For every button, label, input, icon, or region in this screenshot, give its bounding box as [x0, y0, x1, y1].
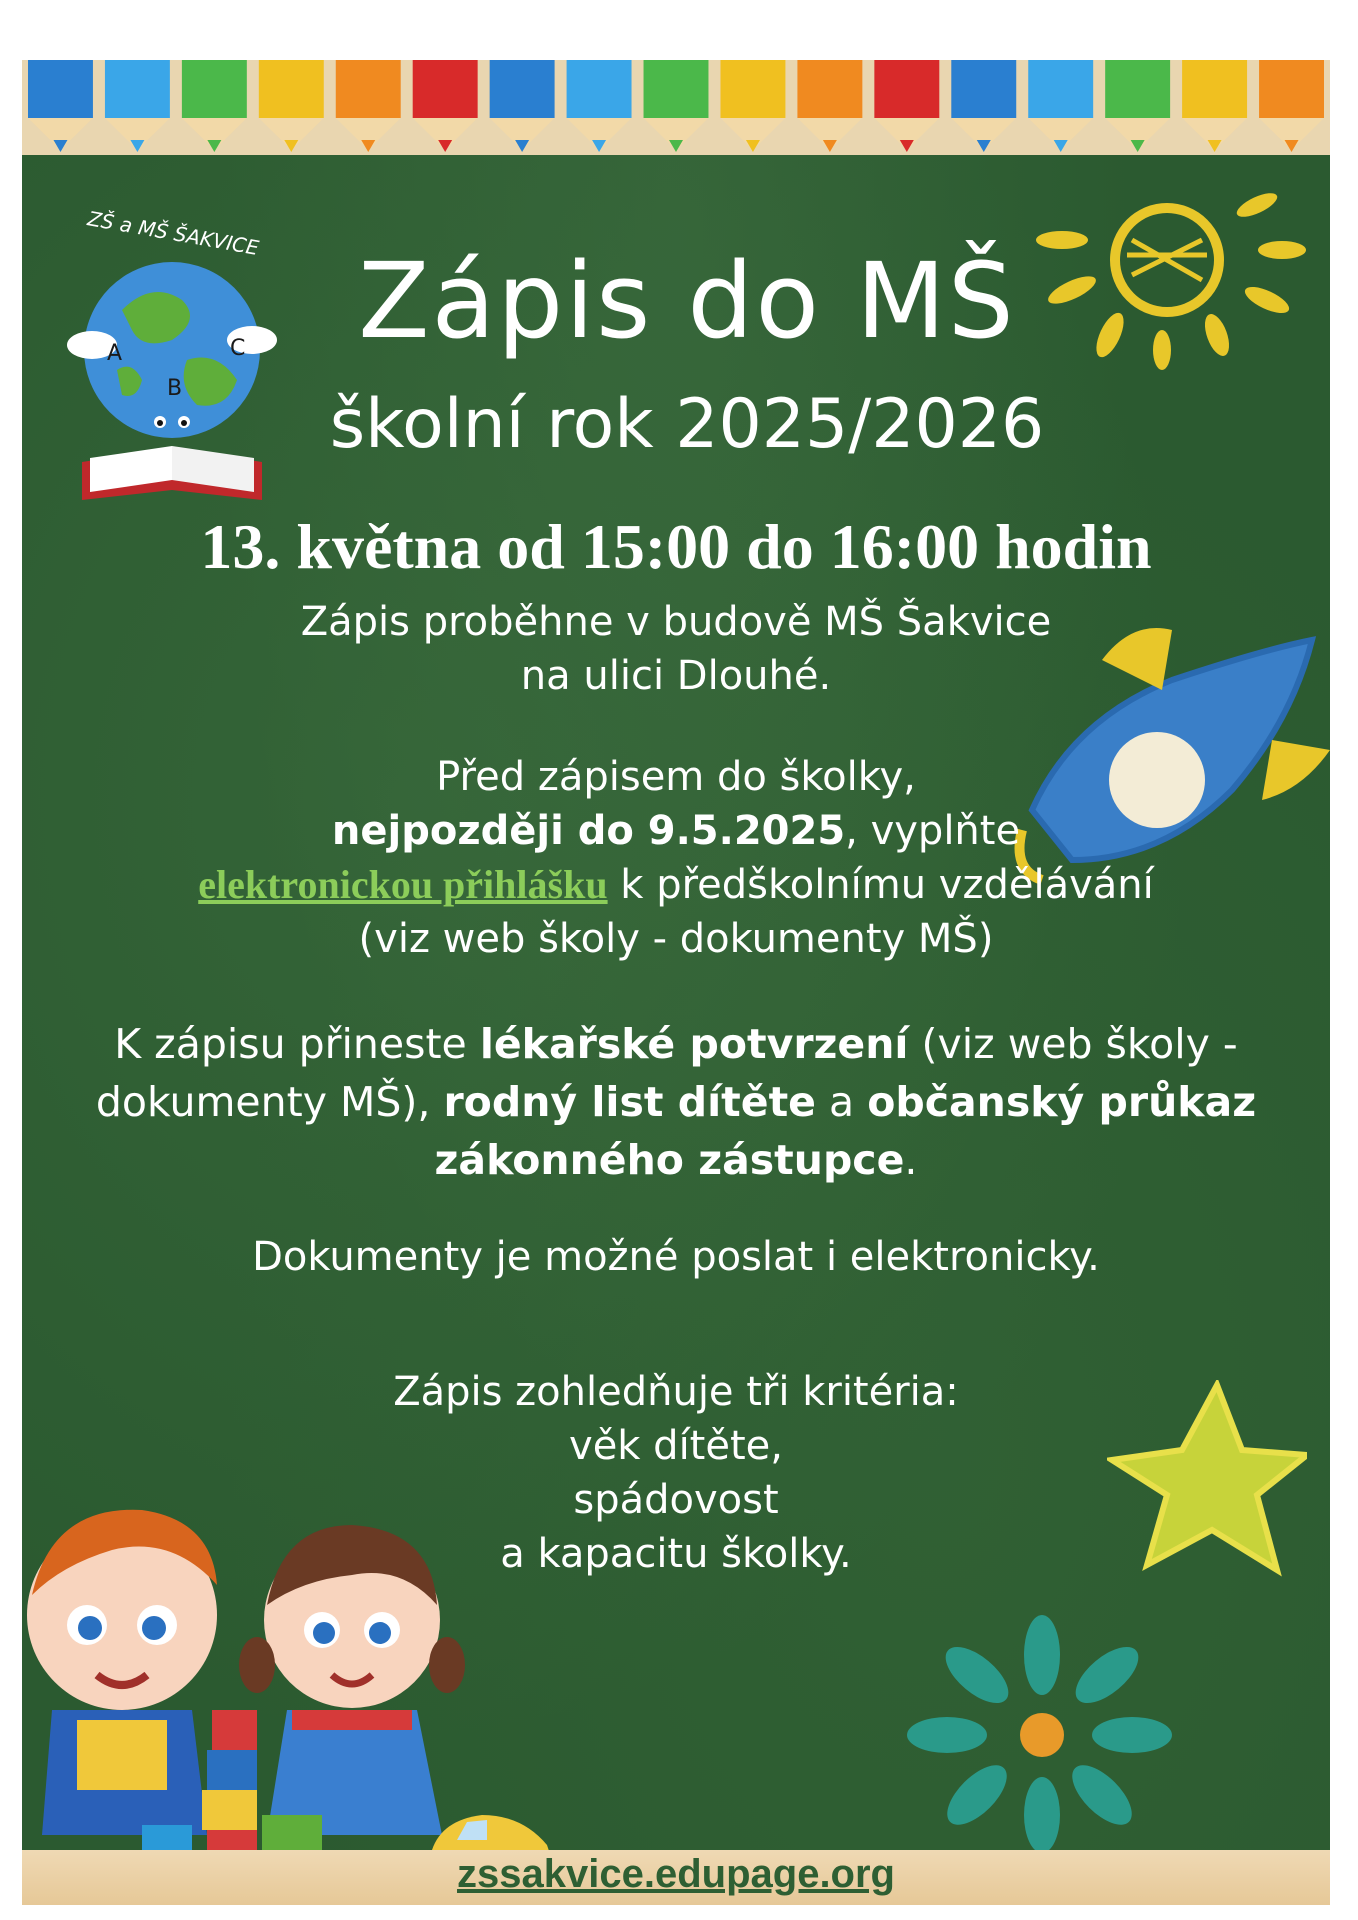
- deadline-line-3: [22, 858, 1330, 912]
- documents-text-4: .: [904, 1136, 918, 1184]
- documents-text-3: a: [815, 1078, 868, 1126]
- pencil: [182, 60, 247, 118]
- guardian-id-card: občanský průkaz zákonného zástupce: [434, 1078, 1257, 1184]
- school-year-subtitle: školní rok 2025/2026: [329, 385, 1045, 464]
- criteria-item-catchment: spádovost: [573, 1477, 779, 1523]
- location-paragraph: [22, 595, 1330, 703]
- criteria-heading: Zápis zohledňuje tři kritéria:: [393, 1369, 959, 1415]
- deadline-line-2-rest: , vyplňte: [845, 808, 1021, 854]
- pencil: [567, 60, 632, 118]
- enrollment-date-time: 13. května od 15:00 do 16:00 hodin: [200, 511, 1152, 582]
- criteria-section: [22, 1365, 1330, 1581]
- pencil: [1028, 60, 1093, 118]
- pencil: [105, 60, 170, 118]
- pencil: [720, 60, 785, 118]
- criteria-item-capacity: a kapacitu školky.: [500, 1531, 852, 1577]
- deadline-line-3-rest: k předškolnímu vzdělávání: [607, 862, 1154, 908]
- documents-text-1: K zápisu přineste: [114, 1020, 480, 1068]
- logo-letter-b: B: [167, 376, 183, 401]
- birth-certificate: rodný list dítěte: [443, 1078, 816, 1126]
- pencil: [874, 60, 939, 118]
- deadline-date: nejpozději do 9.5.2025: [331, 808, 846, 854]
- electronic-submission-note: Dokumenty je možné poslat i elektronicky.: [252, 1234, 1100, 1280]
- criteria-item-age: věk dítěte,: [569, 1423, 783, 1469]
- pencil: [1105, 60, 1170, 118]
- medical-certificate: lékařské potvrzení: [479, 1020, 909, 1068]
- pencil: [644, 60, 709, 118]
- flower-drawing: [892, 1610, 1192, 1850]
- chalkboard-poster: [22, 60, 1330, 1905]
- pencil: [28, 60, 93, 118]
- pencil: [336, 60, 401, 118]
- pencil: [951, 60, 1016, 118]
- pencil: [259, 60, 324, 118]
- pencil: [1259, 60, 1324, 118]
- location-line-1: Zápis proběhne v budově MŠ Šakvice: [300, 599, 1052, 645]
- page-title: Zápis do MŠ: [358, 240, 1016, 362]
- location-line-2: na ulici Dlouhé.: [520, 653, 832, 699]
- pencil: [1182, 60, 1247, 118]
- pencil: [797, 60, 862, 118]
- documents-paragraph: [52, 1015, 1300, 1189]
- logo-letter-a: A: [107, 341, 123, 366]
- deadline-paragraph: [22, 750, 1330, 966]
- documents-text-2: (viz web školy - dokumenty MŠ),: [95, 1020, 1238, 1126]
- deadline-line-4: (viz web školy - dokumenty MŠ): [358, 916, 994, 962]
- logo-letter-c: C: [230, 336, 246, 361]
- deadline-line-1: Před zápisem do školky,: [436, 754, 916, 800]
- pencil: [490, 60, 555, 118]
- logo-school-text: ZŠ a MŠ ŠAKVICE: [85, 206, 261, 260]
- pencils-border: [22, 60, 1330, 170]
- application-form-link[interactable]: elektronickou přihlášku: [198, 862, 608, 907]
- pencil: [413, 60, 478, 118]
- deadline-line-2: [22, 804, 1330, 858]
- school-website-link[interactable]: zssakvice.edupage.org: [457, 1852, 895, 1896]
